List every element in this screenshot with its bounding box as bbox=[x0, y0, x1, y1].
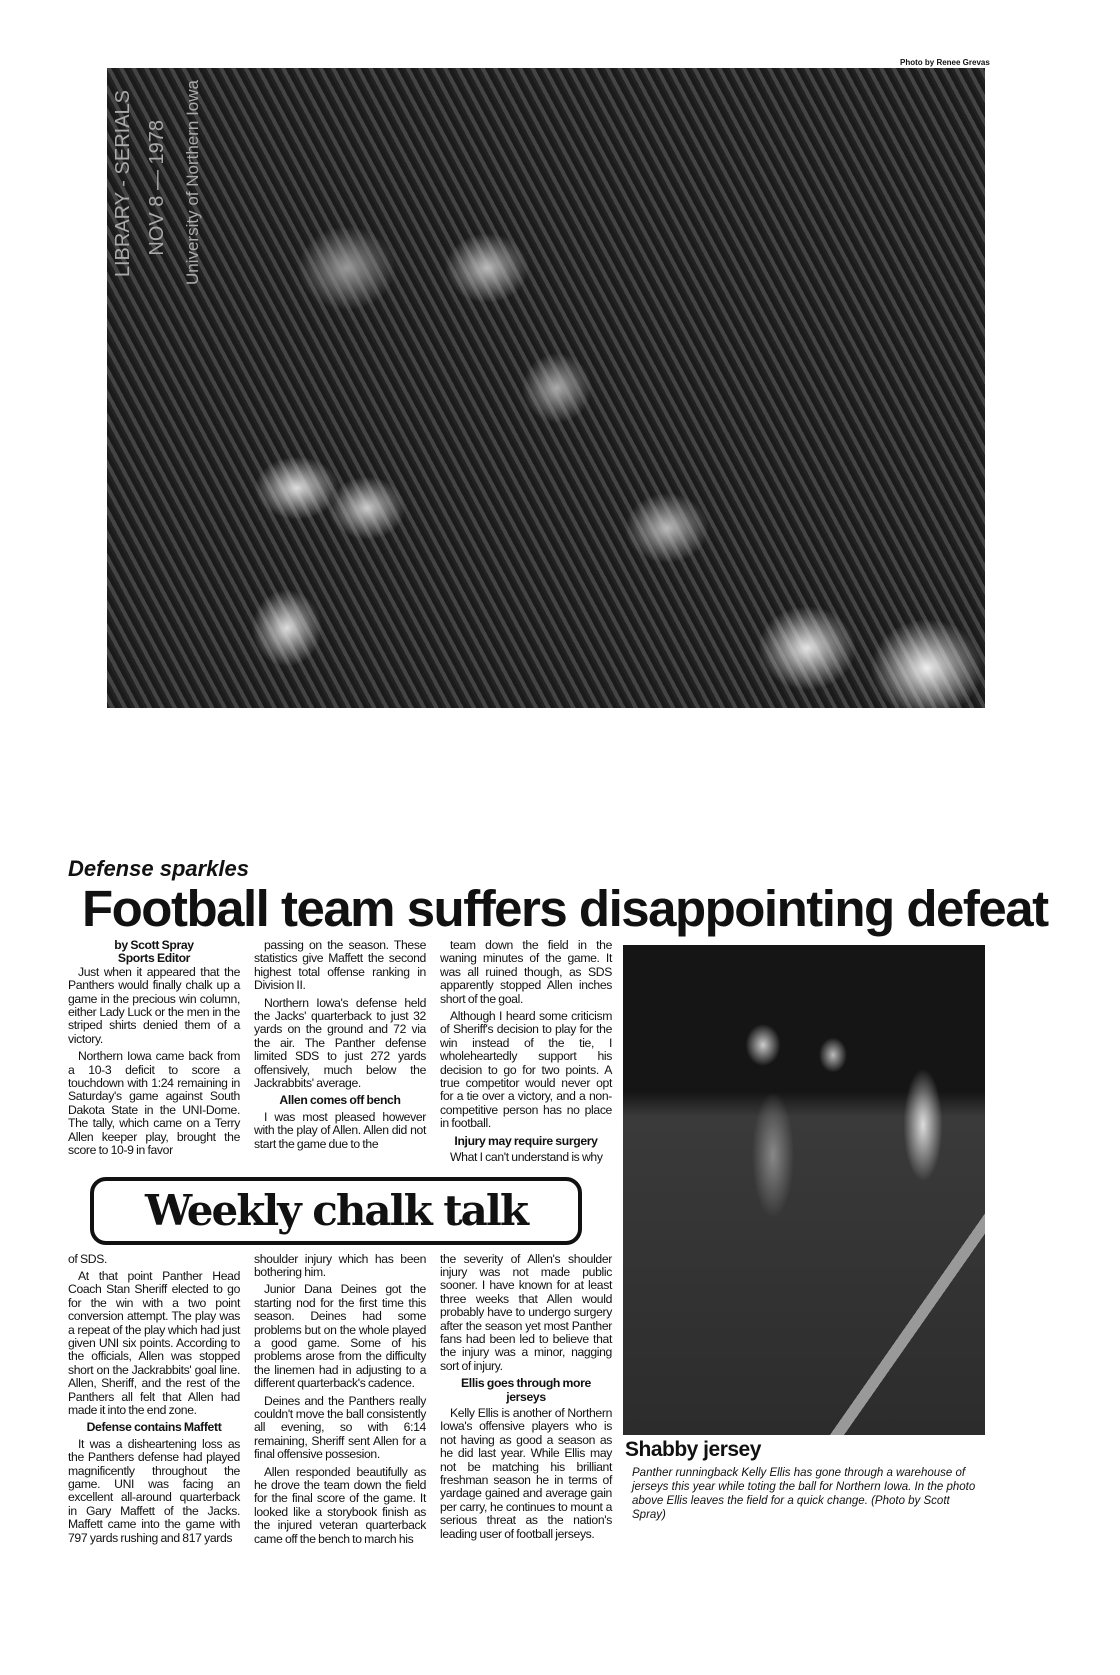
caption-title: Shabby jersey bbox=[625, 1438, 761, 1461]
stamp-line: University of Northern Iowa bbox=[183, 80, 202, 286]
library-stamp bbox=[112, 80, 222, 320]
subhead: Defense contains Maffett bbox=[86, 1420, 222, 1435]
paragraph: Northern Iowa came back from a 10-3 deficit to score a touchdown with 1:24 remaining in Saturday's game against South Dakota State in the UNI-Dome. The tally, which came on a Terry Allen keeper play, brought the score to 10-9 in favor bbox=[68, 1049, 240, 1158]
paragraph: Allen responded beautifully as he drove the team down the field for the final score of the game. It looked like a storybook finish as the injured veteran quarterback came off the bench to march his bbox=[254, 1464, 426, 1546]
mushroom-photo bbox=[107, 68, 985, 708]
paragraph: At that point Panther Head Coach Stan Sheriff elected to go for the win with a two point conversion attempt. The play was a repeat of the play which had just given UNI six points. According to the officials, Allen was stopped short on the Jackrabbits' goal line. Allen, Sheriff, and the rest of the Panthers all felt that Allen had made it into the end zone. bbox=[68, 1268, 240, 1417]
column-3-top bbox=[440, 939, 612, 1169]
column-1-bottom bbox=[68, 1253, 240, 1550]
paragraph: of SDS. bbox=[68, 1251, 108, 1266]
caption-text: Panther runningback Kelly Ellis has gone through a warehouse of jerseys this year while toting the ball for Northern Iowa. In the photo above Ellis leaves the field for a quick change. (Photo by Scott Spray) bbox=[632, 1467, 976, 1521]
headline: Football team suffers disappointing defeat bbox=[82, 880, 1048, 937]
column-banner-title: Weekly chalk talk bbox=[145, 1186, 527, 1235]
football-photo bbox=[623, 945, 985, 1435]
column-3-bottom bbox=[440, 1253, 612, 1546]
paragraph: Although I heard some criticism of Sheriff's decision to play for the win instead of the tie, I wholeheartedly support his decision to go for two points. A true competitor would never opt for a tie over a victory, and a non-competitive person has no place in football. bbox=[440, 1009, 612, 1131]
column-1-top bbox=[68, 939, 240, 1162]
kicker: Defense sparkles bbox=[68, 856, 249, 881]
byline-name: by Scott Spray bbox=[114, 938, 194, 952]
stamp-line: NOV 8 — 1978 bbox=[146, 120, 168, 256]
byline-title: Sports Editor bbox=[117, 951, 191, 966]
paragraph: passing on the season. These statistics give Maffett the second highest total offense ranking in Division II. bbox=[254, 938, 426, 993]
article-body bbox=[68, 939, 613, 1550]
stamp-line: LIBRARY - SERIALS bbox=[112, 90, 134, 278]
column-2-top bbox=[254, 939, 426, 1155]
byline bbox=[68, 939, 240, 966]
subhead: Allen comes off bench bbox=[279, 1093, 401, 1108]
subhead: Ellis goes through more jerseys bbox=[461, 1376, 591, 1404]
paragraph: I was most pleased however with the play of Allen. Allen did not start the game due to the bbox=[254, 1109, 426, 1151]
column-2-bottom bbox=[254, 1253, 426, 1551]
paragraph: It was a disheartening loss as the Panthers defense had played magnificently throughout the game. UNI was facing an excellent all-around quarterback in Gary Maffett of the Jacks. Maffett came into the game with 797 yards rushing and 817 yards bbox=[68, 1436, 240, 1545]
paragraph: Junior Dana Deines got the starting nod for the first time this season. Deines had some problems but on the whole played a good game. Some of his problems arose from the difficulty the linemen had in adjusting to a different quarterback's cadence. bbox=[254, 1282, 426, 1391]
column-banner bbox=[90, 1177, 582, 1245]
paragraph: Northern Iowa's defense held the Jacks' quarterback to just 32 yards on the ground and 72 via the air. The Panther defense limited SDS to just 272 yards offensively, much below the Jackrabbits' average. bbox=[254, 995, 426, 1091]
paragraph: Just when it appeared that the Panthers would finally chalk up a game in the precious win column, either Lady Luck or the men in the striped shirts denied them of a victory. bbox=[68, 964, 240, 1046]
paragraph: Kelly Ellis is another of Northern Iowa's offensive players who is not having as good a season as he did last year. While Ellis may not be matching his brilliant freshman season he in terms of yardage gained and average gain per carry, he continues to mount a serious threat as the nation's leading user of football jerseys. bbox=[440, 1405, 612, 1541]
subhead: Injury may require surgery bbox=[454, 1133, 598, 1148]
photo-credit: Photo by Renee Grevas bbox=[900, 58, 990, 67]
paragraph: the severity of Allen's shoulder injury was not made public sooner. I have known for at least three weeks that Allen would probably have to undergo surgery after the season yet most Panther fans had been led to believe that the injury was a minor, nagging sort of injury. bbox=[440, 1251, 612, 1373]
paragraph: team down the field in the waning minutes of the game. It was all ruined though, as SDS apparently stopped Allen inches short of the goal. bbox=[440, 938, 612, 1006]
paragraph: Deines and the Panthers really couldn't move the ball consistently all evening, so with 6:14 remaining, Sheriff sent Allen for a final offensive possesion. bbox=[254, 1393, 426, 1462]
bottom-columns bbox=[68, 1253, 613, 1551]
paragraph: What I can't understand is why bbox=[450, 1150, 603, 1165]
top-columns bbox=[68, 939, 613, 1169]
paragraph: shoulder injury which has been bothering him. bbox=[254, 1251, 426, 1279]
